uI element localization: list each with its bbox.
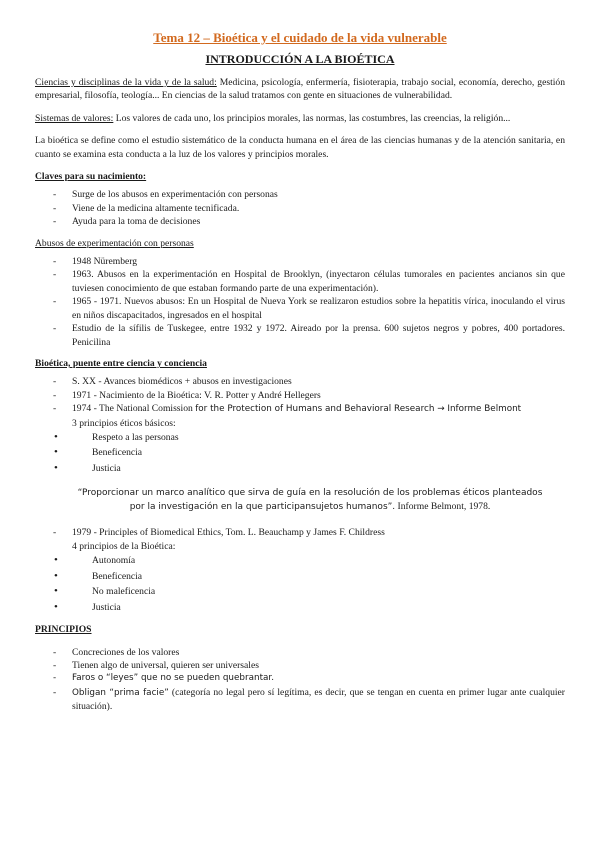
principios-4-label: 4 principios de la Bioética: bbox=[72, 540, 176, 552]
heading-claves: Claves para su nacimiento: bbox=[35, 171, 147, 183]
list-item-bold: Obligan “prima facie” bbox=[72, 687, 169, 698]
list-claves bbox=[35, 188, 565, 228]
list-puente-2 bbox=[35, 526, 565, 539]
list-item: • Beneficencia bbox=[35, 445, 565, 461]
list-puente bbox=[35, 375, 565, 416]
quote-source: Informe Belmont, 1978. bbox=[395, 501, 491, 513]
list-item: - Concreciones de los valores bbox=[35, 646, 565, 659]
document-title: Tema 12 – Bioética y el cuidado de la vida vulnerable bbox=[153, 30, 447, 45]
list-item: • Justicia bbox=[35, 461, 565, 477]
paragraph-sistemas-text: Los valores de cada uno, los principios morales, las normas, las costumbres, las creencias, la religión... bbox=[113, 112, 511, 124]
list-item: - Estudio de la sífilis de Tuskegee, entre 1932 y 1972. Aireado por la prensa. 600 sujetos negros y pobres, 400 portadores. Penicilina bbox=[35, 322, 565, 349]
list-principios-3 bbox=[35, 430, 565, 477]
list-item-text: (categoría no legal pero sí legítima, es decir, que se tengan en cuenta en primer lugar ante cualquier situación). bbox=[72, 686, 565, 713]
list-item-text: 1974 - The National Comission bbox=[72, 403, 196, 415]
list-item: - Viene de la medicina altamente tecnificada. bbox=[35, 202, 565, 215]
list-item: • Beneficencia bbox=[35, 569, 565, 585]
list-item: - 1965 - 1971. Nuevos abusos: En un Hospital de Nueva York se realizaron estudios sobre la hepatitis vírica, inoculando el virus en niños discapacitados, ingresados en el hospital bbox=[35, 295, 565, 322]
list-item bbox=[35, 402, 565, 416]
list-item: • Justicia bbox=[35, 600, 565, 616]
heading-puente: Bioética, puente entre ciencia y conciencia bbox=[35, 357, 207, 369]
list-abusos bbox=[35, 255, 565, 349]
principios-3-label: 3 principios éticos básicos: bbox=[72, 417, 176, 429]
list-item: - Surge de los abusos en experimentación con personas bbox=[35, 188, 565, 201]
list-item: - 1979 - Principles of Biomedical Ethics, Tom. L. Beauchamp y James F. Childress bbox=[35, 526, 565, 539]
paragraph-sistemas-label: Sistemas de valores: bbox=[35, 112, 114, 124]
list-item: - S. XX - Avances biomédicos + abusos en investigaciones bbox=[35, 375, 565, 388]
paragraph-definicion: La bioética se define como el estudio sistemático de la conducta humana en el área de las ciencias humanas y de la atención sanitaria, en cuanto se examina esta conducta a la luz de los valores y principios morales. bbox=[35, 135, 565, 160]
list-principios-4 bbox=[35, 553, 565, 615]
list-item: - Tienen algo de universal, quieren ser universales bbox=[35, 659, 565, 672]
list-item: - 1963. Abusos en la experimentación en Hospital de Brooklyn, (inyectaron células tumorales en pacientes ancianos sin que tuviesen conocimiento de que estaban formando parte de una experimentación). bbox=[35, 268, 565, 295]
quote-text: “Proporcionar un marco analítico que sirva de guía en la resolución de los problemas éticos planteados por la investigación en la que participansujetos humanos”. bbox=[77, 488, 543, 513]
list-item: - Faros o “leyes” que no se pueden quebrantar. bbox=[35, 672, 565, 685]
list-item-text-belmont: for the Protection of Humans and Behavioral Research → Informe Belmont bbox=[195, 404, 522, 415]
list-item: - 1971 - Nacimiento de la Bioética: V. R. Potter y André Hellegers bbox=[35, 389, 565, 402]
heading-abusos: Abusos de experimentación con personas bbox=[35, 237, 194, 249]
list-item bbox=[35, 686, 565, 714]
paragraph-sistemas bbox=[35, 112, 565, 125]
section-title-introduccion: INTRODUCCIÓN A LA BIOÉTICA bbox=[205, 52, 395, 66]
list-item: - Ayuda para la toma de decisiones bbox=[35, 215, 565, 228]
list-item: • No maleficencia bbox=[35, 584, 565, 600]
document-page bbox=[35, 30, 565, 722]
paragraph-ciencias bbox=[35, 76, 565, 103]
quote-belmont bbox=[75, 486, 545, 514]
paragraph-ciencias-label: Ciencias y disciplinas de la vida y de la salud: bbox=[35, 77, 217, 88]
list-principios bbox=[35, 646, 565, 714]
list-item: • Autonomía bbox=[35, 553, 565, 569]
heading-principios: PRINCIPIOS bbox=[35, 624, 92, 636]
list-item: - 1948 Nüremberg bbox=[35, 255, 565, 268]
paragraph-ciencias-text: Medicina, psicología, enfermería, fisioterapia, trabajo social, economía, derecho, gestión empresarial, filosofía, teología... En ciencias de la salud tratamos con gente en situaciones de vulnerabilidad. bbox=[35, 77, 565, 102]
list-item: • Respeto a las personas bbox=[35, 430, 565, 446]
